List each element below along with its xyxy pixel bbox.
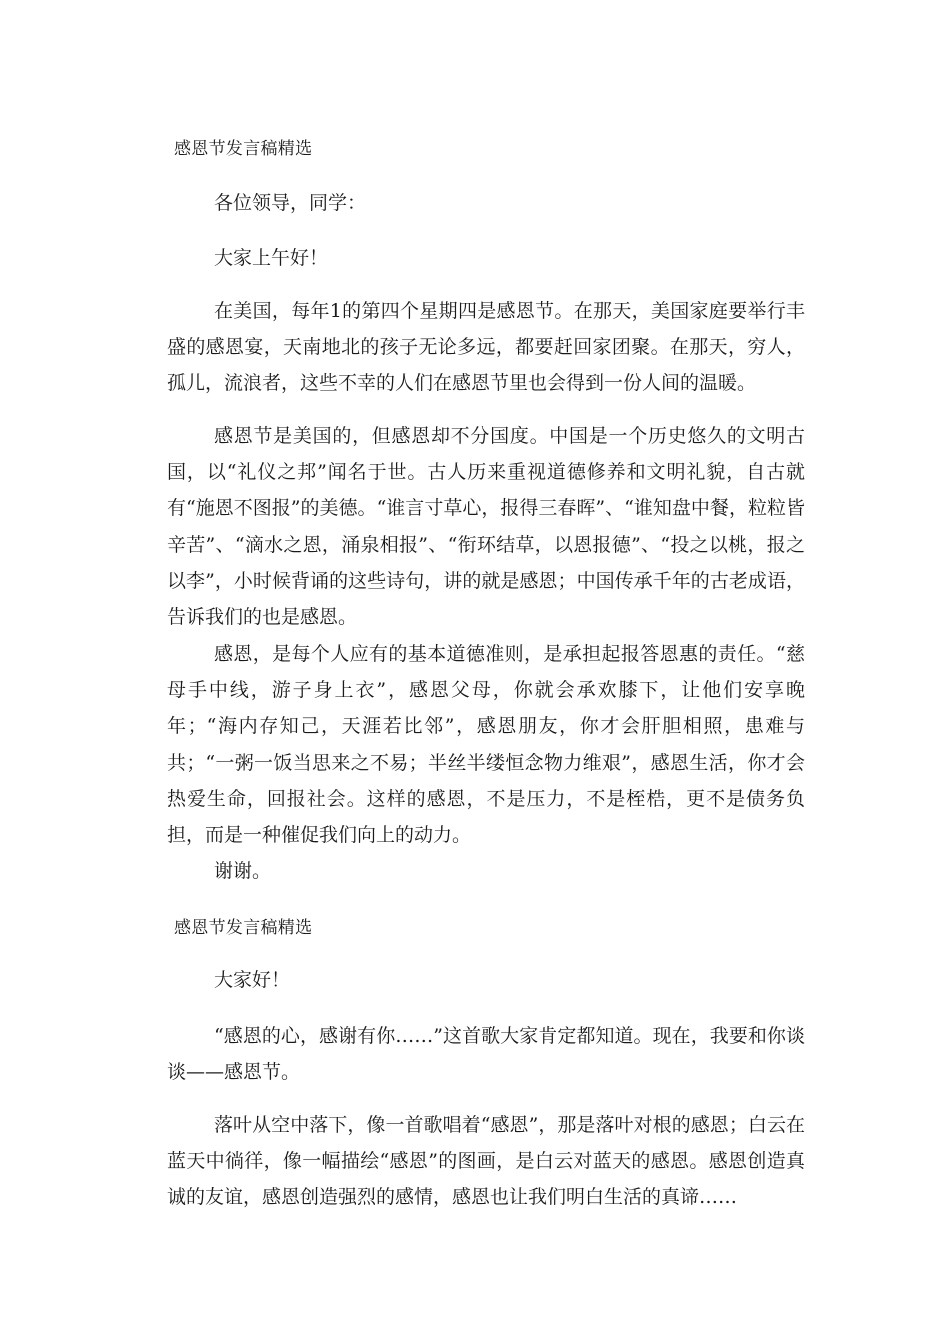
- paragraph: 感恩节是美国的，但感恩却不分国度。中国是一个历史悠久的文明古国，以“礼仪之邦”闻名于世。古人历来重视道德修养和文明礼貌，自古就有“施恩不图报”的美德。“谁言寸草心，报得三春晖”、“谁知盘中餐，粒粒皆辛苦”、“滴水之恩，涌泉相报”、“衔环结草，以恩报德”、“投之以桃，报之以李”，小时候背诵的这些诗句，讲的就是感恩；中国传承千年的古老成语，告诉我们的也是感恩。: [167, 425, 805, 629]
- salutation: 各位领导，同学：: [214, 192, 367, 214]
- paragraph: 感恩，是每个人应有的基本道德准则，是承担起报答恩惠的责任。“慈母手中线，游子身上衣”，感恩父母，你就会承欢膝下，让他们安享晚年；“海内存知己，天涯若比邻”，感恩朋友，你才会肝胆相照，患难与共；“一粥一饭当思来之不易；半丝半缕恒念物力维艰”，感恩生活，你才会热爱生命，回报社会。这样的感恩，不是压力，不是桎梏，更不是债务负担，而是一种催促我们向上的动力。: [167, 643, 805, 847]
- section-title: 感恩节发言稿精选: [174, 918, 313, 938]
- document-title: 感恩节发言稿精选: [174, 139, 313, 159]
- paragraph: 在美国，每年1的第四个星期四是感恩节。在那天，美国家庭要举行丰盛的感恩宴，天南地北的孩子无论多远，都要赶回家团聚。在那天，穷人，孤儿，流浪者，这些不幸的人们在感恩节里也会得到一份人间的温暖。: [167, 300, 805, 395]
- closing: 谢谢。: [214, 860, 272, 882]
- greeting: 大家好！: [214, 969, 291, 991]
- paragraph: “感恩的心，感谢有你……”这首歌大家肯定都知道。现在，我要和你谈谈——感恩节。: [167, 1025, 805, 1084]
- greeting: 大家上午好！: [214, 247, 329, 269]
- paragraph: 落叶从空中落下，像一首歌唱着“感恩”，那是落叶对根的感恩；白云在蓝天中徜徉，像一幅描绘“感恩”的图画，是白云对蓝天的感恩。感恩创造真诚的友谊，感恩创造强烈的感情，感恩也让我们明白生活的真谛……: [167, 1114, 805, 1209]
